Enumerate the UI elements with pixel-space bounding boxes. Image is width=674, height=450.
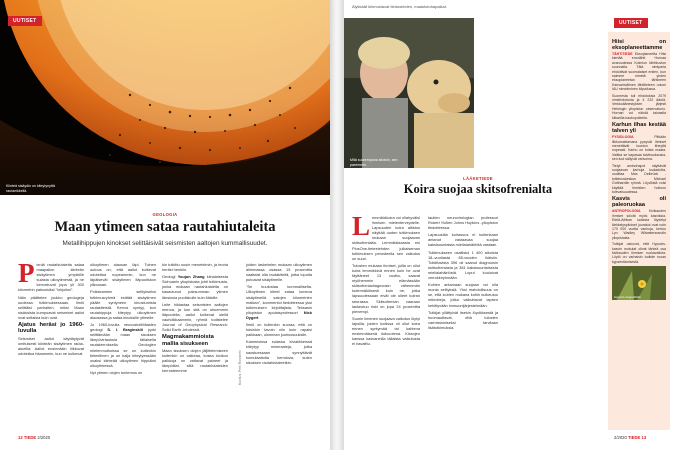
news-sidebar xyxy=(608,32,670,430)
spine-gutter xyxy=(330,0,344,450)
photo-caption: Mitä suurempana sitoisin, sen paremmin. xyxy=(350,158,398,167)
paragraph: Tutkimukseen osallistui 1 400 aikuista 18–vuotiasta 65-vuoden ikäisiin. Tutkittavista 396 oli saanut diagnoosin skitsofreniasta ja 381 kaksisuuntaisesta mielialahäiriöstä. Loput kuuluivat verrokkiryhmään. xyxy=(428,249,498,281)
photo-graphic xyxy=(344,18,474,168)
paragraph: kin tutkittu uusin menetelmin, ja teoria heräsi henkiin. xyxy=(162,262,228,273)
paragraph: Tutkijat yllättyivät itsekin löydöksestä ja huomauttavat, että tulosten varmistamiseksi tarvitaan lisätutkimuksia. xyxy=(428,309,498,330)
issue-number: 2/2020 xyxy=(614,435,627,440)
paragraph xyxy=(246,284,312,320)
paragraph: Suomesta tuli ehdotuksia 2079 nimiehdotusta ja 4 232 ääntä. Verkkoäänestyksen järjesti Helsingin yliopiston observatorio. Hornan voi nähdä taivaalla kiikarilla kaukoputkella. xyxy=(612,93,666,120)
paragraph: Seismiset aallot käyttäytyvät omituisesti kiinteän sisäytimen rauta-alueilla. Aallot ensinnäkin liikkuvat odotettua hitaammin, kun ne kulkevat xyxy=(18,335,84,357)
paragraph: Nyt ytimen olojen tuntemus on xyxy=(90,369,143,375)
text-run: Geologi xyxy=(162,274,178,280)
paragraph: Tulosten mukaan ihmiset, joilla on ollut koira lemmikkinä ennen kuin he ovat täyttäneet 13 vuotta, saavat myöhemmin elämässään skitsofreniadiagnoosin vähemmän todennäköisesti kuin ne, jotka lapsuudessaan eivät ole olleet koiran seurassa. Skitsofrenian vaaraan laskeutuu riski on jopa 24 prosenttia pienempi. xyxy=(352,262,420,314)
footer-left xyxy=(18,435,50,440)
child-with-dog-photo xyxy=(344,18,474,168)
text-column-2 xyxy=(90,262,156,432)
subheading: Ajatus heräsi jo 1960-luvulla xyxy=(18,322,84,335)
section-tag-right: UUTISET xyxy=(614,18,648,28)
paragraph: emmikkikoira voi ollahyvälsi ihmisen mielenterveydelle. Lapsuuden koira altistus näyttää uuden tutkimuksen mukaan suojaavan skitsofrenialta. Lemmikkisaasta esi PlosOne-tieteelehden julkaiseman tutkimuksen perusteella sen vaikutus on suuri. xyxy=(352,215,420,261)
section-tag-left: UUTISET xyxy=(8,16,42,26)
text-run: Johns Hopkins -yliopiston tiedotteessa. xyxy=(428,220,498,231)
paragraph xyxy=(612,135,666,161)
footer-right xyxy=(614,435,646,440)
paragraph: Tutkijat uskovat, että Hypoxis-kasvin mukulat olivat tärkeä osa kivikauden ihmisen ruokavaliota. Löytö on varhaisin todiste ruoan kypsentämisestä. xyxy=(612,242,666,264)
paragraph xyxy=(612,209,666,240)
person-name: Nick Dygert xyxy=(246,309,312,320)
magazine-name: TIEDE xyxy=(627,435,641,440)
text-run: "Se kuulostaa kummalliselta. Ulkoytimen kiteet sataa lumena sisäytimellä satojen kilometrien matkan", kommentoi tiedotteessa yksi tutkimuksen kirjoittajista, Teksasin yliopiston apulaisprofessori xyxy=(246,284,312,315)
text-column-1 xyxy=(18,262,84,432)
text-run: Eksoplaneetta Hiisi kiertää emotähti Hornaa avaruudessa Kolmion tähtikuvion suunnalla. Tätä nimiparia ehdottivat suomalaiset eniten, kun saimme nimetä yhden eksoplaneetan tähtineen Kansainvälinen tähtitieteen unioni IAU nimeäminen kilpailussa. xyxy=(612,52,666,92)
kicker-geology: GEOLOGIA xyxy=(152,212,178,217)
right-page xyxy=(344,0,674,450)
article-headline-right: Koira suojaa skitsofrenialta xyxy=(403,182,553,196)
text-run: Jo 1960-luvulla neuvostotiföliaiden geologi xyxy=(90,322,156,333)
paragraph: Kammioissa sulassa kivialikkeissä kiteytyy mineraaleja, jotka saostuessaan synnyttävät kumulaatioita kerroksia, kuten sisuksen rautahiutaleetkin. xyxy=(246,339,312,365)
text-run: tautien neurovirologian professori xyxy=(428,215,498,220)
text-column-3 xyxy=(162,262,228,432)
paragraph: Maan sisuksen olojen jäljittelemiseen kuitenkin on vaikeaa, koska kivikun paikkoja on valtavat paineet ja lämpötilat, sillä rautahiutaleiden kerrosteemme xyxy=(162,348,228,374)
subheading: Magmakammioista mallia sisukseen xyxy=(162,334,214,347)
text-run: Pitkään liikkumattomana pysyvät ihmiset menettävät luuston tiheyttä nopeasti. Karhu on toista maata. Vaikka se kapasaa talvikuukausia, sen luut säilyvät vahvoina. xyxy=(612,135,666,162)
text-column-r2 xyxy=(428,215,498,430)
text-run: kiinalaisesta Sichuanin yliopistosta johti tutkimusta, jonka mukaan rautahiutaleita on kasautunut paksumman ytimen länsiosia puoliskolle kuin itäisille. xyxy=(162,274,228,300)
issue-number: 2/2020 xyxy=(37,435,51,440)
paragraph: Poikkeamien selitykseksi tutkimusryhmä esittää sisäytimen päälle syntyneen kinostumista rautakiteistä. Kerros syntyy, kun rautahippuja kiteytyy ulkoytimen alaosassa ja sataa kinoksille ytimelle. xyxy=(90,289,156,320)
text-run: pyrki selittämään maan sisuksen lämpövirtauksia tällaisella rautakerroksella. Geologien mielenmutkoissa se on kuitenkin tieteellinen ja on kalja kiteytyessään osaksi kiinteää ulkoytimen hippuiksi ulkoytimessä. xyxy=(90,327,156,368)
earth-core-illustration xyxy=(0,0,330,195)
sidebar-kicker: FYSIOLOGIA xyxy=(612,135,634,140)
person-name: S. I. Braginskiii xyxy=(107,327,143,333)
paragraph: Koirien antamaan suojaan voi olla monia selityksiä. Yksi mahdollisuus on se, että koirien mukana kotiin kulkeutuu mikrobeja, jotka vaikuttavat lapsen kehittyvään immuunijärjestelmään. xyxy=(428,282,498,308)
sidebar-kicker: TÄHTITIEDE xyxy=(612,52,633,56)
plant-caption: Hypoxis angustifolia xyxy=(614,294,641,299)
paragraph: Tietyt aminohapot näyttävät suojaavan karhuja luukadolta, osoittaa Max Delbrück -tutkimuskeskus Michael Gotthardtin ryhmä. Löydöstä voisi käyttää ihmisten hoitoon tulevaisuudessa. xyxy=(612,163,666,194)
paragraph: Leite hiidastaa seismisten aaltojen menoa, ja kun sitä on ohuemmin itäpuolella, aallot kulkevat siellä vauhdikkaammin, ryhmä todistelee Journal of Geophysical Research: Solid Earth -lehdessä. xyxy=(162,301,228,333)
paragraph: joiden laskelmien mukaan ulkoytimen alimmassa osassa 15 prosenttia saattaisi olla rautakiteitä, jotka lopulta putoavat sisäytimelle. xyxy=(246,262,312,283)
sidebar-title: Kasvis oli paleoruokaa xyxy=(612,196,666,209)
paragraph xyxy=(162,274,228,299)
paragraph: Suurin ilmenen suojaava vaikutus löytyi lapsilla, joiden kodissa oli ollut koira ennen syntymää tai kahtena ensimmäisenä ikävuotena. Kissojen kanssa kasvaneilla tällaista vaikutusta ei havaittu. xyxy=(352,315,420,347)
paragraph xyxy=(428,215,498,230)
paragraph xyxy=(90,322,156,368)
kicker-medicine: LÄÄKETIEDE xyxy=(463,176,493,181)
illustration-credit: Kuvitus: Petri Rossinen xyxy=(238,349,242,385)
paragraph xyxy=(612,52,666,92)
person-name: Youjun Zhang xyxy=(177,274,205,280)
person-name: Robert Yolken xyxy=(428,220,453,226)
drop-cap: L xyxy=(352,215,371,241)
page-number: 13 xyxy=(641,435,647,440)
article-deck-left: Metallihippujen kinokset selittäisivät seismisten aaltojen kummallisuudet. xyxy=(62,240,268,247)
drop-cap: P xyxy=(18,262,35,288)
left-page xyxy=(0,0,330,450)
core-graphic xyxy=(0,0,330,195)
paragraph: Ilmiö on kuitenkin suoraa, että on toisinkin tavoin niin kuin rapaisi paikkaan, ulomman juurisosuuksiin. xyxy=(246,322,312,338)
text-column-4 xyxy=(246,262,312,432)
paragraph: Näin päättelee joukko geologeja uudessa tutkimuksessaan. Ilmiö selittäisi parhaiten, miksi Maan sisäosista kumpuavat seismiset aallot ovat sellaisia kuin ovat. xyxy=(18,294,84,320)
text-column-r1 xyxy=(352,215,420,430)
text-run: Kivikauden ihmiset söivät myös kasviksia. Etelä-Afrikan luolasta löydetyt tärkkelyspitoiset juurakot ovat noin 170 000 vuotta vanhoja, kertoo Lyn Wadley Witwatersrandin yliopistosta. xyxy=(612,209,666,240)
sidebar-title: Hiisi on eksoplaneettamme xyxy=(612,39,666,51)
page-number: 12 xyxy=(18,435,23,440)
sidebar-text xyxy=(612,37,666,425)
plant-photo xyxy=(612,266,666,300)
paragraph: ulkoytimen alaosan läpi. Toinen outous on, että aallot kulkevat odotettua nopeammin, kun ne läpäisevät sisäytimen itäpuoliskon ylikoosan. xyxy=(90,262,156,288)
sidebar-kicker: ANTROPOLOGIA xyxy=(612,209,641,214)
running-header: Älykkäät kiinnostavat tiedusteiden, maastotuhapaikat. xyxy=(352,4,447,9)
paragraph: Lapsuusiän koirasuus ei kuitenkaan antanut vastaavaa suojaa kaksisuuntaista mielialahäiriötä vastaan. xyxy=(428,232,498,248)
hero-caption: Kiinteä sisäydin on kiteytynyttä rautanikkeliä. xyxy=(6,184,55,193)
article-headline-left: Maan ytimeen sataa rautahiutaleita xyxy=(54,219,276,235)
paragraph: ieniä rautahiutaleita sataa maapallon kiinteän sisäytimen ympärille sulasta ulkoytimestä, ja ne kerrostuvat jopa yli 300 kilometrin paksuisiksi "lohjoiksi". xyxy=(18,262,84,293)
magazine-name: TIEDE xyxy=(23,435,37,440)
sidebar-title: Karhun ilhas kestää talven yli xyxy=(612,122,666,135)
